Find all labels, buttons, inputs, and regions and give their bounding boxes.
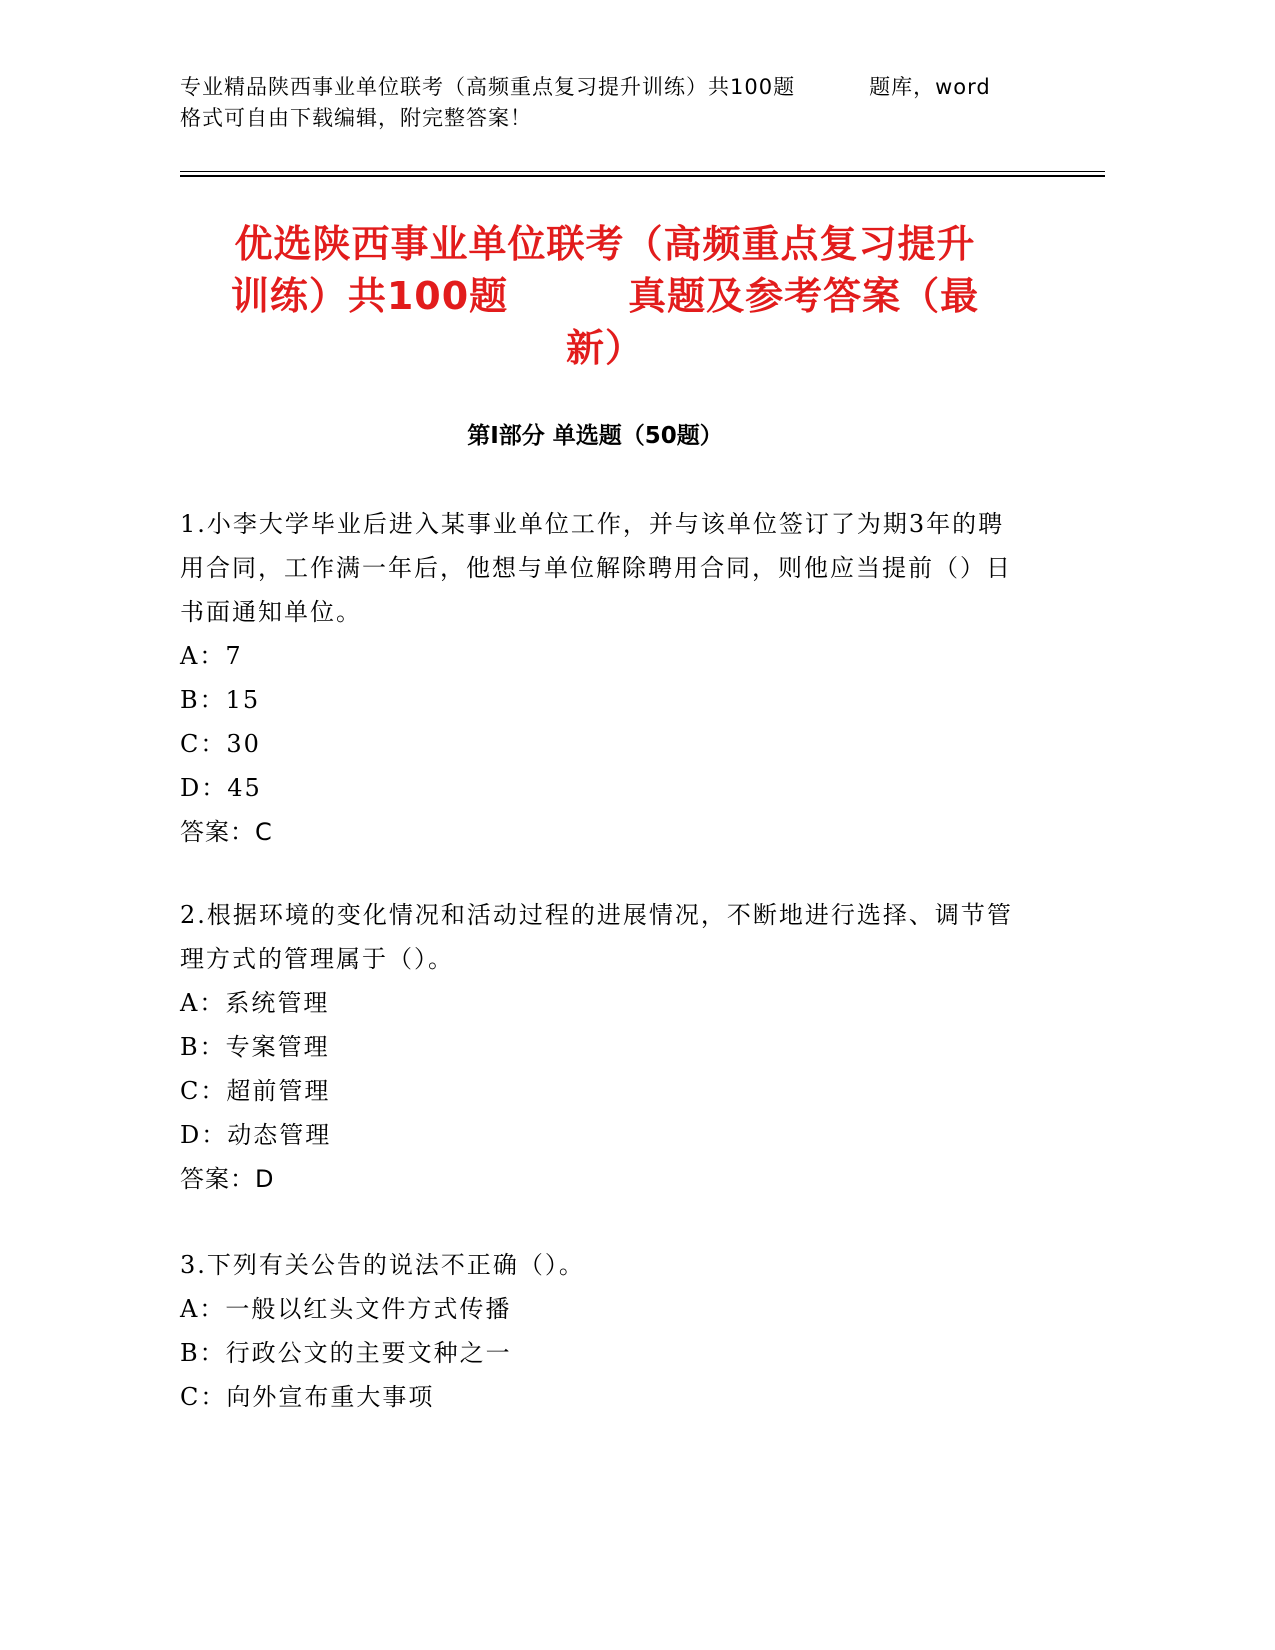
option-b: B：行政公文的主要文种之一 — [180, 1339, 512, 1367]
header-right-text: 题库，word — [869, 75, 991, 99]
header-line-1 — [180, 72, 1105, 103]
option-a: A：一般以红头文件方式传播 — [180, 1295, 512, 1323]
title-line-2-right: 真题及参考答案（最 — [628, 274, 980, 318]
header-left-text: 专业精品陕西事业单位联考（高频重点复习提升训练）共100题 — [180, 75, 796, 99]
section-heading: 第Ⅰ部分 单选题（50题） — [467, 423, 723, 449]
document-title — [180, 218, 1030, 374]
question-stem: 2.根据环境的变化情况和活动过程的进展情况，不断地进行选择、调节管理方式的管理属于（）。 — [180, 901, 1013, 973]
page-header — [180, 72, 1105, 134]
option-d: D：45 — [180, 774, 262, 802]
title-line-1: 优选陕西事业单位联考（高频重点复习提升 — [234, 222, 976, 266]
option-d: D：动态管理 — [180, 1121, 332, 1149]
title-line-2 — [180, 270, 1030, 322]
question-1 — [180, 502, 1020, 854]
header-divider-thick — [180, 175, 1105, 177]
option-c: C：向外宣布重大事项 — [180, 1383, 435, 1411]
header-divider-thin — [180, 171, 1105, 172]
option-c: C：超前管理 — [180, 1077, 331, 1105]
question-stem: 3.下列有关公告的说法不正确（）。 — [180, 1251, 585, 1279]
option-a: A：7 — [180, 642, 243, 670]
question-stem: 1.小李大学毕业后进入某事业单位工作，并与该单位签订了为期3年的聘用合同，工作满一年后，他想与单位解除聘用合同，则他应当提前（）日书面通知单位。 — [180, 510, 1012, 626]
question-3 — [180, 1243, 1020, 1419]
option-b: B：专案管理 — [180, 1033, 330, 1061]
answer: 答案：D — [180, 1165, 275, 1193]
question-2 — [180, 893, 1020, 1201]
header-line-2: 格式可自由下载编辑，附完整答案！ — [180, 106, 532, 130]
title-line-2-left: 训练）共100题 — [230, 274, 509, 318]
option-c: C：30 — [180, 730, 261, 758]
answer: 答案：C — [180, 818, 273, 846]
title-line-3: 新） — [565, 326, 644, 370]
option-a: A：系统管理 — [180, 989, 330, 1017]
option-b: B：15 — [180, 686, 261, 714]
